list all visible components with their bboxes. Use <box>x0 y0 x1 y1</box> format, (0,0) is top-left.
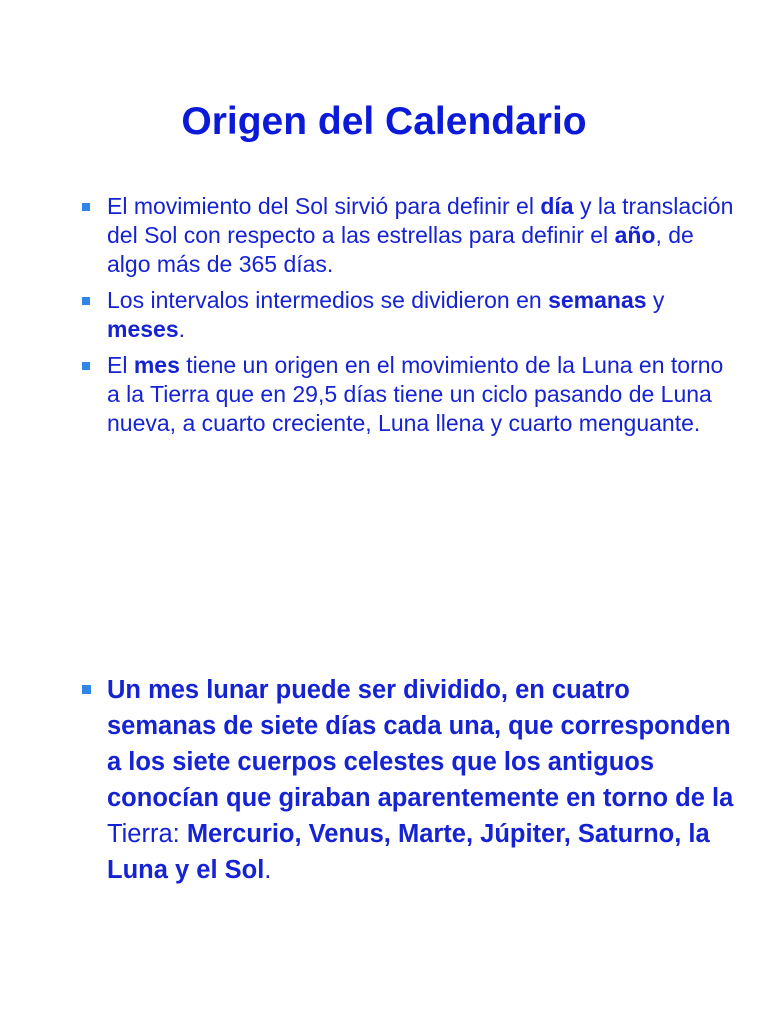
page-title: Origen del Calendario <box>181 100 587 143</box>
bullet-item-weeks-months <box>76 286 736 344</box>
bullet-text: . <box>264 856 272 884</box>
bullet-item-month-origin <box>76 351 736 438</box>
bullet-item-lunar-month <box>76 672 736 888</box>
square-bullet-icon <box>82 362 90 370</box>
bullet-text: . <box>178 316 186 342</box>
square-bullet-icon <box>82 685 91 694</box>
bold-term-ano: año <box>614 222 656 248</box>
bullet-item-day-year <box>76 192 736 279</box>
bold-term-mes: mes <box>133 352 180 378</box>
bullet-text: Tierra: <box>107 820 187 848</box>
square-bullet-icon <box>82 203 90 211</box>
bullet-text: Un mes lunar puede ser dividido, en cuatro semanas de siete días cada una, que corresponden a los siete cuerpos celestes que los antiguos conocían que giraban aparentemente en torno de la <box>107 676 734 812</box>
bullet-text: y <box>646 287 665 313</box>
lower-bullet-list <box>76 672 736 888</box>
bullet-text: Los intervalos intermedios se dividieron en <box>107 287 549 313</box>
bold-term-dia: día <box>540 193 574 219</box>
bold-term-semanas: semanas <box>548 287 647 313</box>
bullet-text: y la translación del Sol con respecto a las estrellas para definir el <box>107 193 734 248</box>
square-bullet-icon <box>82 297 90 305</box>
bold-term-celestial-bodies: Mercurio, Venus, Marte, Júpiter, Saturno, la Luna y el Sol <box>107 820 710 884</box>
bullet-text: El <box>107 352 134 378</box>
bullet-list <box>76 192 736 438</box>
bullet-text: tiene un origen en el movimiento de la Luna en torno a la Tierra que en 29,5 días tiene un ciclo pasando de Luna nueva, a cuarto creciente, Luna llena y cuarto menguante. <box>107 352 724 436</box>
bullet-text: El movimiento del Sol sirvió para definir el <box>107 193 541 219</box>
bullet-text: , de algo más de 365 días. <box>107 222 694 277</box>
bold-term-meses: meses <box>107 316 179 342</box>
